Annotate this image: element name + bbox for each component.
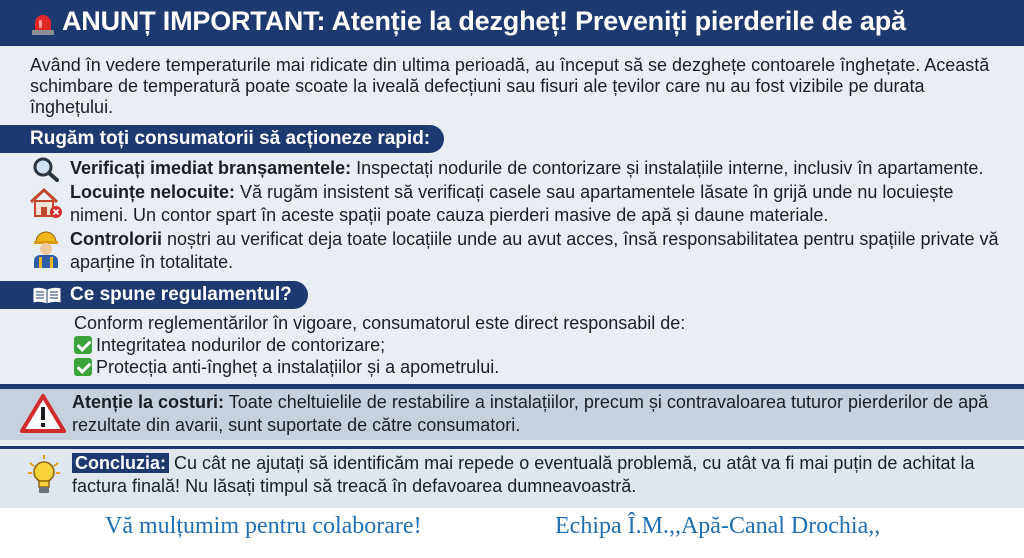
siren-icon — [30, 12, 56, 36]
section-title-rules — [0, 281, 308, 309]
worker-icon — [30, 230, 62, 268]
action-item-1-text: Inspectați nodurile de contorizare și instalațiile interne, inclusiv în apartamente. — [351, 158, 984, 178]
costs-label: Atenție la costuri: — [72, 392, 225, 412]
footer-thanks: Vă mulțumim pentru colaborare! — [105, 513, 422, 539]
costs-notice — [72, 391, 1007, 437]
magnifier-icon — [32, 156, 60, 182]
rules-intro: Conform reglementărilor în vigoare, consumatorul este direct responsabil de: — [74, 313, 686, 333]
rules-item-2 — [74, 356, 499, 379]
action-item-3 — [70, 228, 1010, 274]
check-icon — [74, 336, 92, 354]
rules-item-1-text: Integritatea nodurilor de contorizare; — [96, 335, 386, 355]
check-icon — [74, 358, 92, 376]
conclusion-label: Concluzia: — [72, 453, 169, 473]
section-title-rules-text: Ce spune regulamentul? — [70, 284, 292, 305]
section-title-action: Rugăm toți consumatorii să acționeze rapid: — [0, 125, 444, 153]
action-item-1-label: Verificați imediat branșamentele: — [70, 158, 352, 178]
action-item-3-text: noștri au verificat deja toate locațiile unde au avut acces, însă responsabilitatea pentru spațiile private vă aparține în totalitate. — [70, 229, 999, 272]
footer-signature: Echipa Î.M.,,Apă-Canal Drochia,, — [555, 513, 881, 539]
book-icon — [32, 286, 62, 305]
announcement-header — [0, 0, 1024, 46]
action-item-3-label: Controlorii — [70, 229, 162, 249]
lightbulb-icon — [28, 455, 60, 497]
conclusion-text: Cu cât ne ajutați să identificăm mai repede o eventuală problemă, cu atât va fi mai puțin de achitat la factura finală! Nu lăsați timpul să treacă în defavoarea dumneavoastră. — [72, 453, 975, 496]
house-alert-icon — [28, 186, 64, 220]
warning-icon — [20, 393, 66, 433]
action-item-2 — [70, 181, 1010, 227]
action-item-2-label: Locuințe nelocuite: — [70, 182, 236, 202]
action-item-2-text: Vă rugăm insistent să verificați casele sau apartamentele lăsate în grijă unde nu locuiește nimeni. Un contor spart în aceste spații poate cauza pierderi masive de apă și daune materiale. — [70, 182, 954, 225]
costs-text: Toate cheltuielile de restabilire a instalațiilor, precum și contravaloarea tuturor pierderilor de apă rezultate din avarii, sunt suportate de către consumatori. — [72, 392, 989, 435]
rules-item-1 — [74, 334, 385, 357]
conclusion-notice — [72, 452, 1007, 498]
announcement-title: ANUNȚ IMPORTANT: Atenție la dezgheț! Preveniți pierderile de apă — [62, 6, 906, 36]
intro-paragraph: Având în vedere temperaturile mai ridicate din ultima perioadă, au început să se dezghețe contoarele înghețate. Această schimbare de temperatură poate scoate la iveală defecțiuni sau fisuri ale țevilor care nu au fost vizibile pe durata înghețului. — [30, 55, 990, 117]
rules-item-2-text: Protecția anti-îngheț a instalațiilor și a apometrului. — [96, 357, 500, 377]
action-item-1 — [70, 157, 1010, 180]
